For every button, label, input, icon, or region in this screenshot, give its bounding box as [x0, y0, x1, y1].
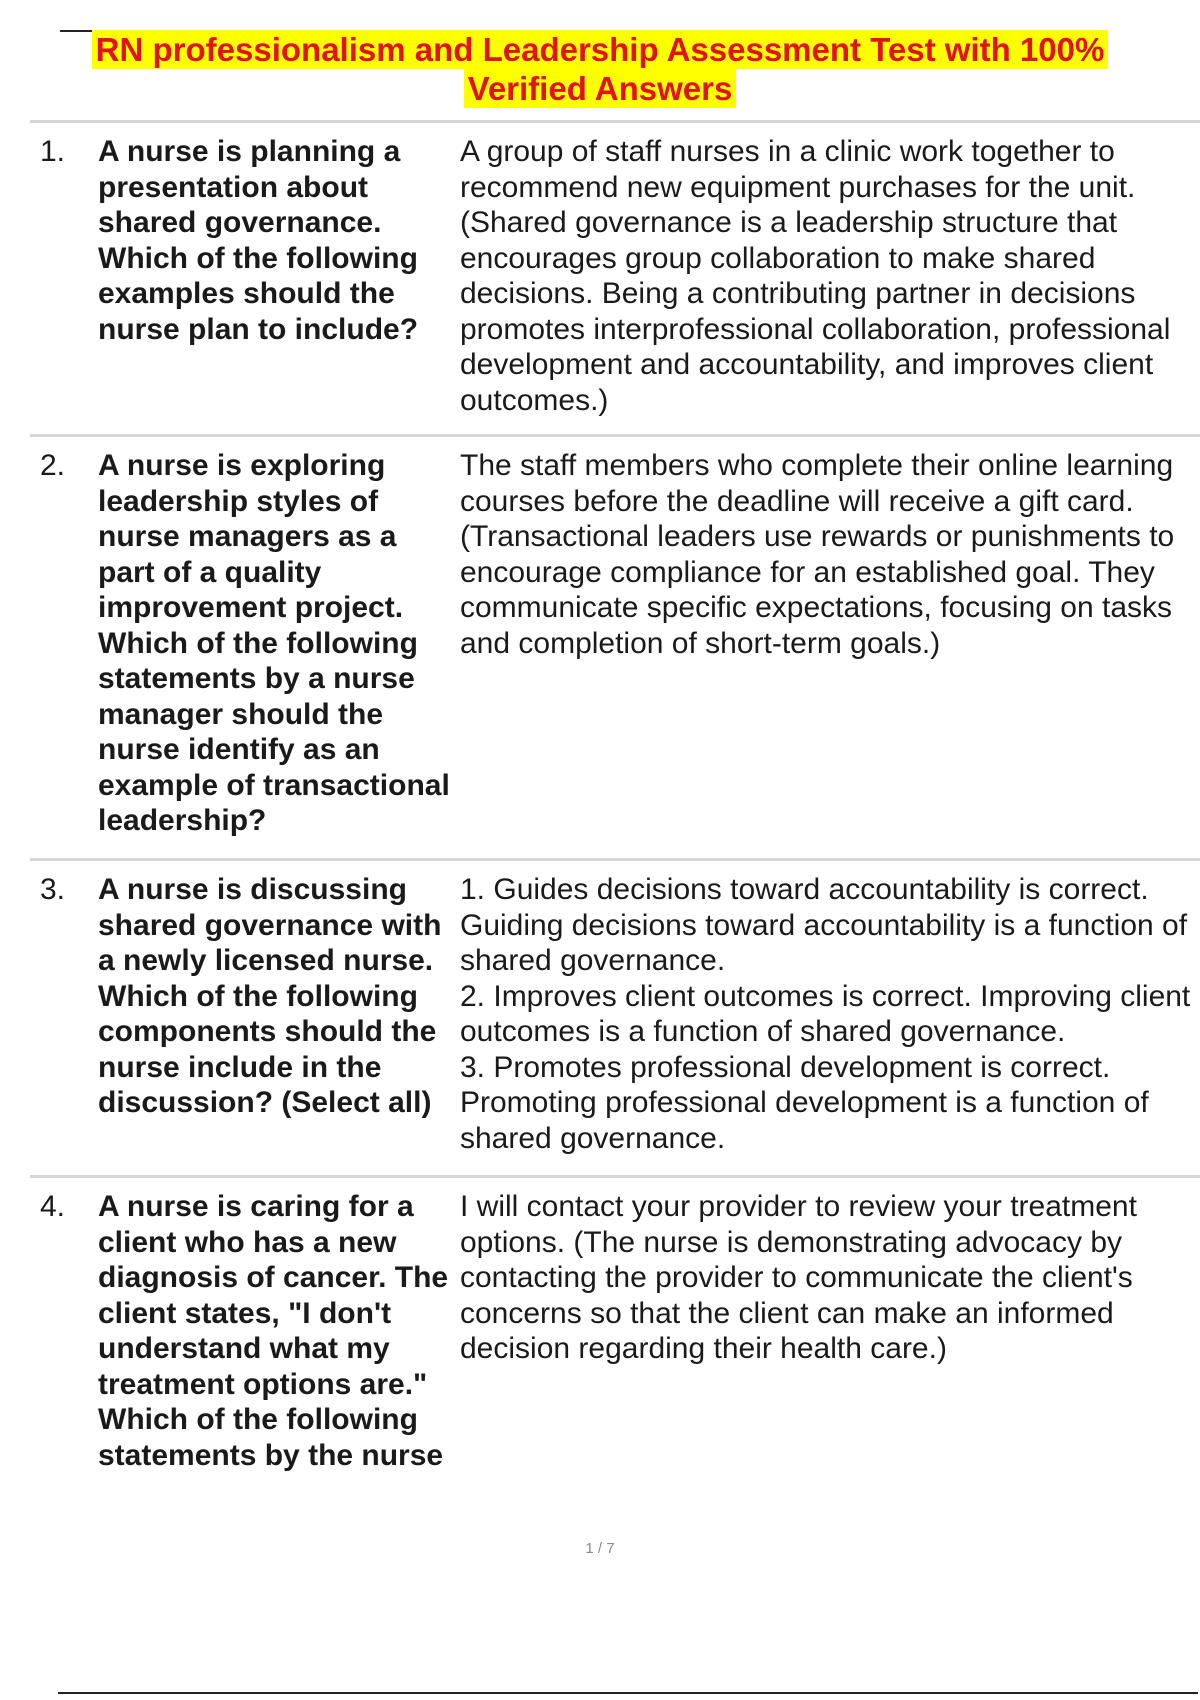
- document-title: [0, 30, 1200, 108]
- footer-rule: [58, 1692, 1198, 1694]
- item-number: 1.: [40, 135, 66, 168]
- title-line-2: Verified Answers: [464, 69, 737, 108]
- qa-item-1: [30, 120, 1200, 434]
- question-answer-list: [30, 120, 1200, 1549]
- question-text: A nurse is discussing shared governance with a newly licensed nurse. Which of the following components should the nurse include in the discussion? (Select all): [98, 873, 442, 1119]
- question-text: A nurse is exploring leadership styles of nurse managers as a part of a quality improvement project. Which of the following statements by a nurse manager should the nurse identify as an example of transactional leadership?: [98, 449, 450, 837]
- title-line-1: RN professionalism and Leadership Assessment Test with 100%: [92, 30, 1109, 69]
- answer-text: 1. Guides decisions toward accountability is correct. Guiding decisions toward accountability is a function of shared governance. 2. Improves client outcomes is correct. Improving client outcomes is a function of shared governance. 3. Promotes professional development is correct. Promoting professional development is a function of shared governance.: [460, 873, 1191, 1155]
- answer-text: I will contact your provider to review your treatment options. (The nurse is demonstrating advocacy by contacting the provider to communicate the client's concerns so that the client can make an informed decision regarding their health care.): [460, 1190, 1137, 1365]
- item-number: 3.: [40, 873, 66, 906]
- qa-item-2: [30, 434, 1200, 858]
- question-text: A nurse is planning a presentation about shared governance. Which of the following examples should the nurse plan to include?: [98, 135, 419, 346]
- qa-item-4: [30, 1175, 1200, 1549]
- page-indicator: 1 / 7: [585, 1540, 615, 1557]
- question-text: A nurse is caring for a client who has a new diagnosis of cancer. The client states, "I don't understand what my treatment options are." Which of the following statements by the nurse: [98, 1190, 449, 1472]
- answer-text: The staff members who complete their online learning courses before the deadline will receive a gift card. (Transactional leaders use rewards or punishments to encourage compliance for an established goal. They communicate specific expectations, focusing on tasks and completion of short-term goals.): [460, 449, 1175, 660]
- item-number: 2.: [40, 449, 66, 482]
- item-number: 4.: [40, 1190, 66, 1223]
- answer-text: A group of staff nurses in a clinic work together to recommend new equipment purchases for the unit. (Shared governance is a leadership structure that encourages group collaboration to make shared decisions. Being a contributing partner in decisions promotes interprofessional collaboration, professional development and accountability, and improves client outcomes.): [460, 135, 1171, 417]
- qa-item-3: [30, 858, 1200, 1175]
